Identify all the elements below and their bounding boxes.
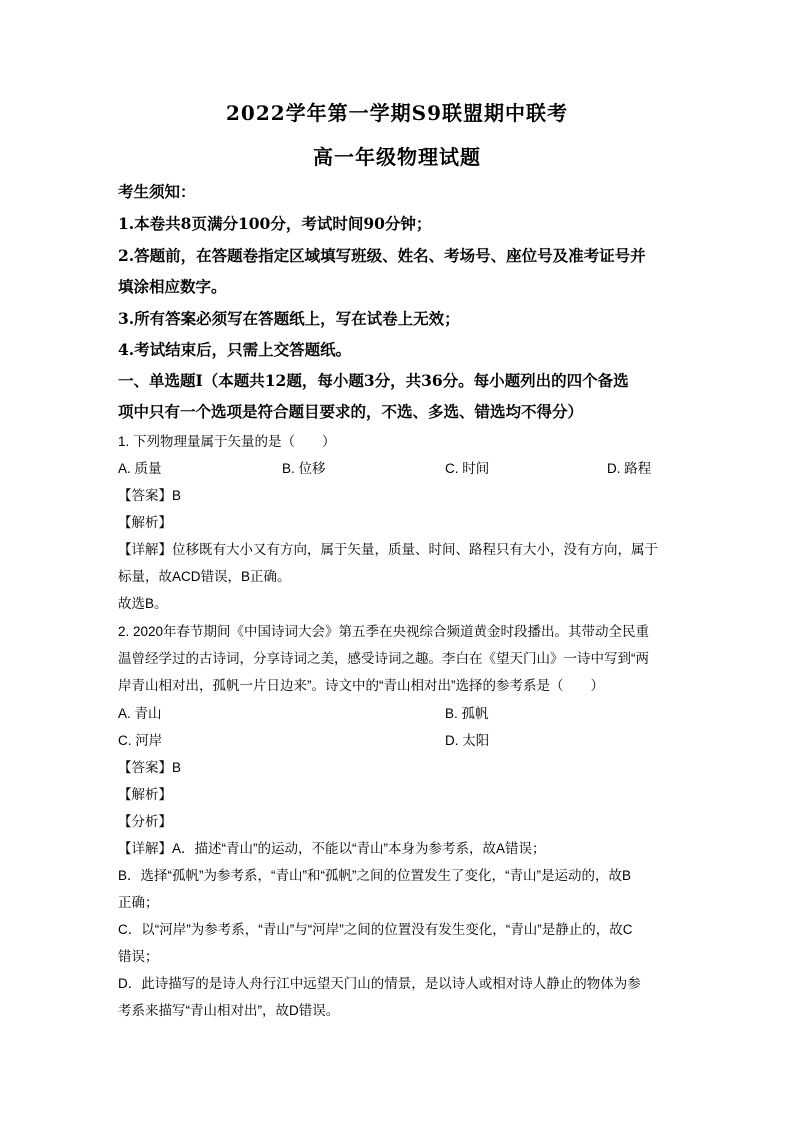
q1-option-b: B. 位移	[282, 461, 326, 476]
q2-fenxi-label: 【分析】	[118, 814, 172, 829]
notice-item: 填涂相应数字。	[118, 277, 227, 296]
notice-item: 4.考试结束后，只需上交答题纸。	[118, 340, 352, 359]
notice-item: 3.所有答案必须写在答题纸上，写在试卷上无效；	[118, 309, 460, 328]
q2-detail-line: C．以“河岸”为参考系，“青山”与“河岸”之间的位置没有发生变化，“青山”是静止的，故C	[118, 922, 633, 937]
q1-detail-line: 【详解】位移既有大小又有方向，属于矢量，质量、时间、路程只有大小，没有方向，属于	[118, 542, 658, 557]
q2-answer: 【答案】B	[118, 760, 182, 775]
q2-option-a: A. 青山	[118, 706, 162, 721]
q2-stem-line: 2. 2020年春节期间《中国诗词大会》第五季在央视综合频道黄金时段播出。其带动全民重	[118, 624, 650, 639]
exam-title: 2022学年第一学期S9联盟期中联考	[225, 101, 569, 125]
q1-detail-line: 标量，故ACD错误，B正确。	[118, 569, 291, 584]
q2-stem-line: 温曾经学过的古诗词，分享诗词之美，感受诗词之趣。李白在《望天门山》一诗中写到“两	[118, 651, 649, 666]
q1-option-a: A. 质量	[118, 461, 162, 476]
q1-conclusion: 故选B。	[118, 596, 168, 611]
q2-analysis-label: 【解析】	[118, 787, 172, 802]
exam-subtitle: 高一年级物理试题	[313, 145, 481, 169]
q2-option-b: B. 孤帆	[445, 706, 489, 721]
notice-item: 2.答题前，在答题卷指定区域填写班级、姓名、考场号、座位号及准考证号并	[118, 246, 646, 265]
q2-detail-line: 考系来描写“青山相对出”，故D错误。	[118, 1003, 340, 1018]
notice-item: 1.本卷共8页满分100分，考试时间90分钟；	[118, 214, 432, 233]
q2-detail-line: 正确；	[118, 895, 159, 910]
q2-detail-line: D．此诗描写的是诗人舟行江中远望天门山的情景，是以诗人或相对诗人静止的物体为参	[118, 976, 641, 991]
q2-detail-line: B．选择“孤帆”为参考系，“青山”和“孤帆”之间的位置发生了变化，“青山”是运动的，故B	[118, 868, 631, 883]
q1-option-c: C. 时间	[445, 461, 490, 476]
notice-heading: 考生须知：	[118, 182, 196, 201]
q1-answer: 【答案】B	[118, 488, 182, 503]
q2-stem-line: 岸青山相对出，孤帆一片日边来”。诗文中的“青山相对出”选择的参考系是（ ）	[118, 678, 604, 693]
q2-option-c: C. 河岸	[118, 733, 163, 748]
q2-option-d: D. 太阳	[445, 733, 490, 748]
q2-detail-line: 错误；	[118, 949, 159, 964]
section-heading: 一、单选题Ⅰ（本题共12题，每小题3分，共36分。每小题列出的四个备选	[118, 371, 629, 390]
q1-analysis-label: 【解析】	[118, 515, 172, 530]
section-heading-cont: 项中只有一个选项是符合题目要求的，不选、多选、错选均不得分）	[118, 402, 584, 421]
q1-option-d: D. 路程	[607, 461, 652, 476]
q2-detail-line: 【详解】A．描述“青山”的运动，不能以“青山”本身为参考系，故A错误；	[118, 841, 546, 856]
q1-stem: 1. 下列物理量属于矢量的是（ ）	[118, 434, 336, 449]
